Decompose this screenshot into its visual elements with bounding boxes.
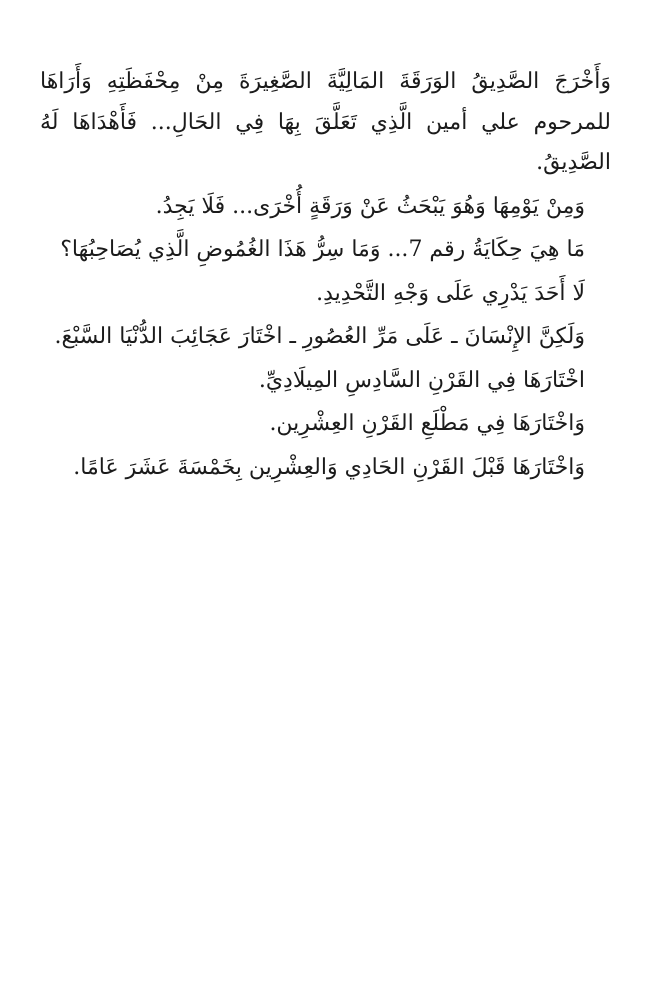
paragraph-3: مَا هِيَ حِكَايَةُ رقم 7... وَمَا سِرُّ هَذَا الغُمُوضِ الَّذِي يُصَاحِبُهَا؟: [60, 237, 585, 262]
paragraph-8: وَاخْتَارَهَا قَبْلَ القَرْنِ الحَادِي وَالعِشْرِين بِخَمْسَةَ عَشَرَ عَامًا.: [73, 454, 585, 480]
paragraph-4: لَا أَحَدَ يَدْرِي عَلَى وَجْهِ التَّحْدِيدِ.: [316, 280, 585, 306]
paragraph-2: وَمِنْ يَوْمِهَا وَهُوَ يَبْحَثُ عَنْ وَرَقَةٍ أُخْرَى... فَلَا يَجِدُ.: [155, 193, 585, 219]
paragraph-5: وَلَكِنَّ الإِنْسَانَ ـ عَلَى مَرِّ العُصُورِ ـ اخْتَارَ عَجَائِبَ الدُّنْيَا السَّبْعَ.: [54, 324, 585, 349]
paragraph-6: اخْتَارَهَا فِي القَرْنِ السَّادِسِ المِيلَادِيِّ.: [258, 367, 585, 393]
paragraph-7: وَاخْتَارَهَا فِي مَطْلَعِ القَرْنِ العِشْرِين.: [269, 411, 585, 436]
paragraph-1: وَأَخْرَجَ الصَّدِيقُ الوَرَقَةَ المَالِيَّةَ الصَّغِيرَةَ مِنْ مِحْفَظَتِهِ وَأَرَاهَا للمرحوم علي أمين الَّذِي تَعَلَّقَ بِهَا فِي الحَالِ... فَأَهْدَاهَا لَهُ الصَّدِيقُ.: [40, 69, 611, 175]
